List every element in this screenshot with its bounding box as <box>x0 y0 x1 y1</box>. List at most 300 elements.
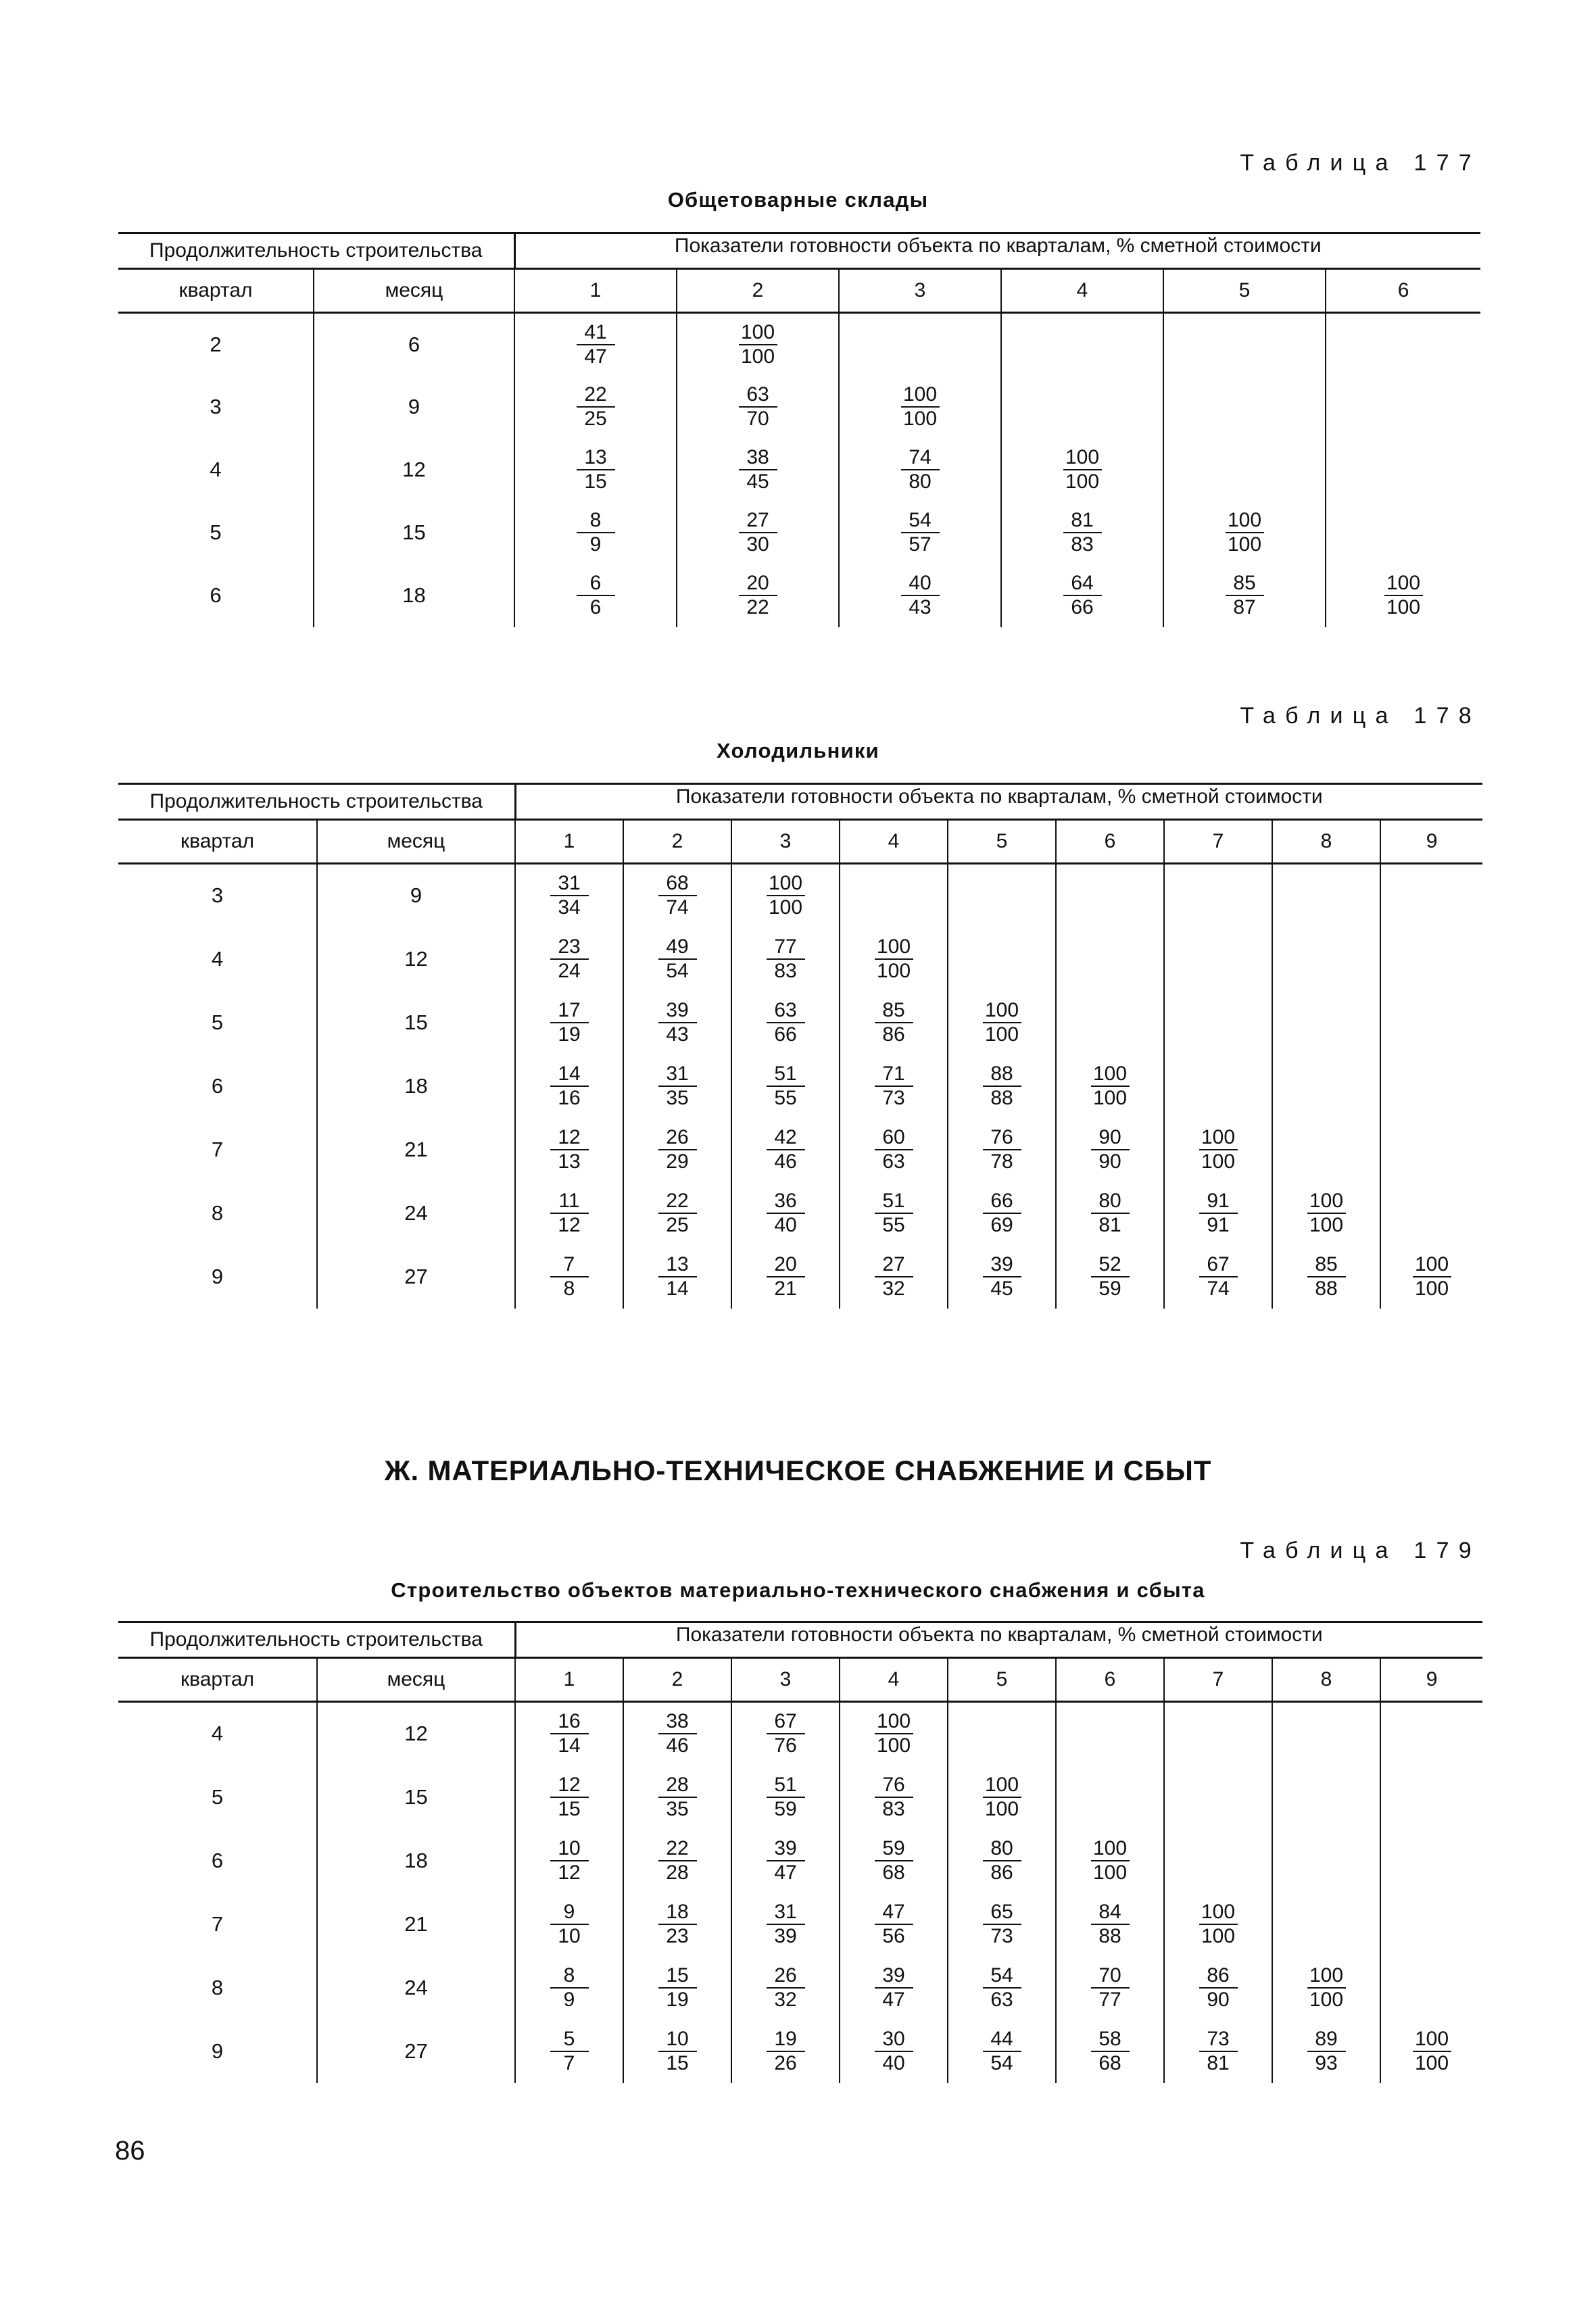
readiness-fraction <box>1199 1901 1238 1948</box>
fraction-numerator: 81 <box>1071 509 1094 531</box>
fraction-numerator: 42 <box>774 1125 797 1148</box>
cell-readiness <box>515 1765 623 1829</box>
fraction-denominator: 90 <box>1098 1150 1121 1173</box>
fraction-numerator: 19 <box>774 2027 797 2050</box>
readiness-fraction <box>767 1901 805 1948</box>
cell-readiness <box>948 1893 1056 1956</box>
cell-readiness <box>514 439 677 502</box>
fraction-denominator: 14 <box>558 1734 581 1757</box>
fraction-numerator: 63 <box>746 383 769 406</box>
fraction-denominator: 77 <box>1098 1988 1121 2011</box>
cell-readiness <box>1164 1702 1272 1765</box>
cell-mesyac: 6 <box>314 313 514 376</box>
cell-readiness <box>840 1893 948 1956</box>
readiness-fraction <box>577 446 615 493</box>
cell-kvartal: 6 <box>211 1848 224 1872</box>
cell-mesyac: 15 <box>314 502 514 564</box>
cell-mesyac: 24 <box>317 1181 515 1245</box>
fraction-numerator: 16 <box>558 1710 581 1733</box>
fraction-denominator: 19 <box>666 1988 689 2011</box>
fraction-denominator: 100 <box>1092 1086 1128 1109</box>
cell-readiness <box>1272 1118 1380 1181</box>
cell-readiness <box>1272 1181 1380 1245</box>
col-header-quarter: 3 <box>731 820 840 864</box>
cell-readiness <box>948 1702 1056 1765</box>
cell-readiness <box>1326 376 1480 439</box>
readiness-fraction <box>875 1126 913 1173</box>
fraction-denominator: 57 <box>909 533 932 556</box>
fraction-numerator: 100 <box>1065 446 1100 468</box>
readiness-fraction <box>1226 572 1264 619</box>
fraction-numerator: 100 <box>1092 1836 1128 1859</box>
fraction-denominator: 100 <box>984 1023 1019 1046</box>
fraction-denominator: 86 <box>990 1861 1013 1884</box>
fraction-numerator: 39 <box>990 1252 1013 1275</box>
readiness-fraction <box>767 872 805 919</box>
fraction-numerator: 8 <box>589 509 602 531</box>
fraction-denominator: 88 <box>990 1086 1013 1109</box>
cell-readiness <box>1272 2020 1380 2083</box>
fraction-denominator: 100 <box>1415 2051 1449 2074</box>
readiness-fraction <box>1091 1063 1130 1110</box>
col-header-quarter: 6 <box>1326 269 1480 313</box>
fraction-denominator: 19 <box>558 1023 581 1046</box>
cell-kvartal: 8 <box>211 1200 224 1225</box>
readiness-fraction <box>983 2028 1021 2075</box>
fraction-numerator: 13 <box>584 446 607 468</box>
fraction-denominator: 100 <box>1201 1924 1236 1947</box>
cell-mesyac: 9 <box>314 376 514 439</box>
cell-mesyac: 12 <box>317 927 515 991</box>
fraction-denominator: 13 <box>558 1150 581 1173</box>
fraction-denominator: 47 <box>774 1861 797 1884</box>
cell-readiness <box>1326 439 1480 502</box>
fraction-denominator: 100 <box>902 408 938 430</box>
fraction-denominator: 15 <box>584 470 607 493</box>
fraction-numerator: 85 <box>1315 1252 1338 1275</box>
readiness-fraction <box>983 1774 1021 1821</box>
fraction-denominator: 43 <box>666 1023 689 1046</box>
table-row <box>118 1956 1482 2020</box>
cell-readiness <box>1164 1893 1272 1956</box>
cell-readiness <box>948 1118 1056 1181</box>
fraction-numerator: 100 <box>1201 1900 1236 1923</box>
fraction-numerator: 74 <box>909 446 932 468</box>
cell-readiness <box>1164 1118 1272 1181</box>
cell-readiness <box>623 1702 731 1765</box>
fraction-denominator: 74 <box>1207 1277 1230 1300</box>
cell-readiness <box>840 1118 948 1181</box>
cell-readiness <box>1163 376 1326 439</box>
cell-mesyac: 27 <box>317 1245 515 1309</box>
col-header-quarter: 6 <box>1056 820 1164 864</box>
cell-readiness <box>623 2020 731 2083</box>
cell-readiness <box>840 1054 948 1118</box>
readiness-fraction <box>1413 1253 1451 1300</box>
fraction-numerator: 100 <box>1309 1964 1344 1987</box>
cell-readiness <box>840 1956 948 2020</box>
cell-mesyac: 21 <box>317 1893 515 1956</box>
fraction-numerator: 100 <box>984 998 1019 1021</box>
cell-readiness <box>1272 1956 1380 2020</box>
fraction-denominator: 25 <box>666 1213 689 1236</box>
fraction-denominator: 55 <box>774 1086 797 1109</box>
fraction-denominator: 15 <box>558 1797 581 1820</box>
cell-readiness <box>731 864 840 927</box>
fraction-denominator: 100 <box>1092 1861 1128 1884</box>
readiness-fraction <box>1226 509 1264 556</box>
readiness-fraction <box>550 1774 589 1821</box>
fraction-denominator: 9 <box>563 1988 575 2011</box>
readiness-fraction <box>875 1901 913 1948</box>
fraction-numerator: 76 <box>882 1773 905 1796</box>
table-row <box>118 991 1482 1054</box>
readiness-fraction <box>658 935 697 983</box>
cell-readiness <box>840 2020 948 2083</box>
cell-readiness <box>623 1181 731 1245</box>
fraction-denominator: 81 <box>1207 2051 1230 2074</box>
fraction-denominator: 68 <box>882 1861 905 1884</box>
col-header-kvartal: квартал <box>118 269 314 313</box>
fraction-numerator: 67 <box>774 1710 797 1733</box>
cell-readiness <box>731 1893 840 1956</box>
cell-readiness <box>731 927 840 991</box>
fraction-denominator: 21 <box>774 1277 797 1300</box>
fraction-numerator: 84 <box>1098 1900 1121 1923</box>
cell-readiness <box>731 1765 840 1829</box>
col-header-quarter: 8 <box>1272 820 1380 864</box>
cell-readiness <box>515 1829 623 1893</box>
fraction-numerator: 22 <box>584 383 607 406</box>
cell-kvartal: 3 <box>211 883 224 908</box>
fraction-numerator: 10 <box>666 2027 689 2050</box>
col-header-quarter: 5 <box>1163 269 1326 313</box>
cell-kvartal: 6 <box>211 1073 224 1098</box>
readiness-fraction <box>983 1964 1021 2012</box>
cell-readiness <box>731 1829 840 1893</box>
fraction-numerator: 10 <box>558 1836 581 1859</box>
col-header-kvartal: квартал <box>118 820 317 864</box>
fraction-numerator: 15 <box>666 1964 689 1987</box>
readiness-fraction <box>1091 1837 1130 1884</box>
readiness-fraction <box>658 1964 697 2012</box>
readiness-fraction <box>1091 1964 1130 2012</box>
readiness-fraction <box>767 2028 805 2075</box>
fraction-denominator: 32 <box>774 1988 797 2011</box>
col-header-quarter: 9 <box>1380 820 1482 864</box>
fraction-denominator: 73 <box>990 1924 1013 1947</box>
cell-readiness <box>1056 1181 1164 1245</box>
readiness-fraction <box>658 2028 697 2075</box>
cell-readiness <box>1056 1956 1164 2020</box>
fraction-denominator: 29 <box>666 1150 689 1173</box>
col-header-quarter: 4 <box>1001 269 1163 313</box>
fraction-denominator: 55 <box>882 1213 905 1236</box>
cell-readiness <box>1056 2020 1164 2083</box>
readiness-fraction <box>1199 1253 1238 1300</box>
readiness-fraction <box>1091 1190 1130 1237</box>
cell-readiness <box>1056 991 1164 1054</box>
readiness-fraction <box>739 572 777 619</box>
cell-readiness <box>840 1702 948 1765</box>
fraction-numerator: 52 <box>1098 1252 1121 1275</box>
table-row <box>118 313 1480 376</box>
cell-readiness <box>839 564 1001 627</box>
fraction-denominator: 16 <box>558 1086 581 1109</box>
fraction-denominator: 100 <box>740 345 775 368</box>
cell-readiness <box>948 864 1056 927</box>
cell-mesyac: 9 <box>317 864 515 927</box>
cell-readiness <box>840 991 948 1054</box>
cell-readiness <box>1163 313 1326 376</box>
cell-readiness <box>1001 313 1163 376</box>
fraction-denominator: 24 <box>558 959 581 982</box>
fraction-denominator: 59 <box>1098 1277 1121 1300</box>
cell-readiness <box>731 2020 840 2083</box>
cell-readiness <box>1163 564 1326 627</box>
cell-readiness <box>623 1054 731 1118</box>
cell-readiness <box>948 927 1056 991</box>
fraction-denominator: 40 <box>774 1213 797 1236</box>
cell-readiness <box>1380 1893 1482 1956</box>
readiness-fraction <box>550 999 589 1046</box>
readiness-fraction <box>1199 1964 1238 2012</box>
readiness-fraction <box>658 1774 697 1821</box>
cell-readiness <box>1272 1893 1380 1956</box>
fraction-numerator: 28 <box>666 1773 689 1796</box>
cell-readiness <box>677 502 839 564</box>
fraction-denominator: 93 <box>1315 2051 1338 2074</box>
cell-readiness <box>1380 1956 1482 2020</box>
cell-kvartal: 3 <box>210 395 222 418</box>
cell-readiness <box>840 1829 948 1893</box>
cell-readiness <box>1001 564 1163 627</box>
table-row <box>118 564 1480 627</box>
cell-mesyac: 18 <box>314 564 514 627</box>
col-header-quarter: 4 <box>840 820 948 864</box>
fraction-numerator: 100 <box>1309 1189 1344 1212</box>
cell-kvartal: 7 <box>211 1911 224 1936</box>
fraction-denominator: 12 <box>558 1213 581 1236</box>
fraction-denominator: 88 <box>1098 1924 1121 1947</box>
readiness-fraction <box>767 1063 805 1110</box>
cell-readiness <box>515 1893 623 1956</box>
fraction-numerator: 8 <box>563 1964 575 1987</box>
readiness-fraction <box>767 1837 805 1884</box>
col-header-quarter: 1 <box>514 269 677 313</box>
cell-readiness <box>1380 864 1482 927</box>
cell-readiness <box>1164 1765 1272 1829</box>
readiness-fraction <box>875 1710 913 1757</box>
col-header-mesyac: месяц <box>317 1658 515 1702</box>
fraction-numerator: 38 <box>666 1710 689 1733</box>
readiness-fraction <box>1307 2028 1346 2075</box>
cell-kvartal: 9 <box>211 1264 224 1288</box>
fraction-numerator: 100 <box>876 1710 911 1733</box>
fraction-denominator: 14 <box>666 1277 689 1300</box>
fraction-denominator: 47 <box>882 1988 905 2011</box>
readiness-fraction <box>577 509 615 556</box>
cell-readiness <box>1164 927 1272 991</box>
readiness-fraction <box>550 2028 589 2075</box>
cell-readiness <box>1164 1956 1272 2020</box>
fraction-numerator: 18 <box>666 1900 689 1923</box>
col-header-quarter: 8 <box>1272 1658 1380 1702</box>
cell-readiness <box>515 991 623 1054</box>
fraction-numerator: 100 <box>1415 2027 1449 2050</box>
cell-readiness <box>1056 1765 1164 1829</box>
cell-readiness <box>623 1765 731 1829</box>
cell-readiness <box>1380 991 1482 1054</box>
fraction-numerator: 100 <box>768 872 803 895</box>
fraction-numerator: 12 <box>558 1773 581 1796</box>
cell-readiness <box>677 564 839 627</box>
table-row <box>118 1118 1482 1181</box>
fraction-numerator: 27 <box>746 509 769 531</box>
cell-readiness <box>948 1956 1056 2020</box>
readiness-fraction <box>983 999 1021 1046</box>
fraction-numerator: 9 <box>563 1900 575 1923</box>
readiness-fraction <box>658 1837 697 1884</box>
fraction-numerator: 20 <box>774 1252 797 1275</box>
fraction-numerator: 100 <box>1201 1125 1236 1148</box>
col-header-mesyac: месяц <box>317 820 515 864</box>
fraction-numerator: 30 <box>882 2027 905 2050</box>
cell-readiness <box>1001 376 1163 439</box>
cell-readiness <box>731 1956 840 2020</box>
cell-readiness <box>623 1893 731 1956</box>
cell-readiness <box>948 1245 1056 1309</box>
cell-readiness <box>1272 1829 1380 1893</box>
fraction-numerator: 22 <box>666 1836 689 1859</box>
cell-readiness <box>839 376 1001 439</box>
fraction-denominator: 59 <box>774 1797 797 1820</box>
fraction-numerator: 59 <box>882 1836 905 1859</box>
cell-readiness <box>840 1765 948 1829</box>
fraction-numerator: 13 <box>666 1252 689 1275</box>
fraction-numerator: 31 <box>558 872 581 895</box>
fraction-numerator: 77 <box>774 935 797 958</box>
readiness-fraction <box>767 1253 805 1300</box>
readiness-fraction <box>875 2028 913 2075</box>
col-header-quarter: 2 <box>677 269 839 313</box>
readiness-fraction <box>875 1774 913 1821</box>
fraction-denominator: 28 <box>666 1861 689 1884</box>
cell-readiness <box>1272 864 1380 927</box>
readiness-fraction <box>767 1774 805 1821</box>
cell-readiness <box>1272 991 1380 1054</box>
fraction-denominator: 35 <box>666 1797 689 1820</box>
cell-kvartal: 9 <box>211 2039 224 2063</box>
readiness-fraction <box>550 1710 589 1757</box>
readiness-fraction <box>983 1901 1021 1948</box>
col-header-kvartal: квартал <box>118 1658 317 1702</box>
fraction-numerator: 70 <box>1098 1964 1121 1987</box>
fraction-denominator: 80 <box>909 470 932 493</box>
cell-mesyac: 24 <box>317 1956 515 2020</box>
readiness-fraction <box>658 1901 697 1948</box>
table-title-179: Строительство объектов материально-технического снабжения и сбыта <box>391 1578 1205 1602</box>
fraction-denominator: 6 <box>589 596 602 618</box>
fraction-denominator: 63 <box>882 1150 905 1173</box>
fraction-denominator: 81 <box>1098 1213 1121 1236</box>
col-header-quarter: 1 <box>515 820 623 864</box>
fraction-numerator: 100 <box>984 1773 1019 1796</box>
readiness-fraction <box>550 935 589 983</box>
cell-mesyac: 15 <box>317 991 515 1054</box>
cell-readiness <box>948 1181 1056 1245</box>
cell-mesyac: 18 <box>317 1054 515 1118</box>
fraction-numerator: 54 <box>990 1964 1013 1987</box>
fraction-numerator: 11 <box>558 1189 580 1212</box>
fraction-denominator: 88 <box>1315 1277 1338 1300</box>
table-row <box>118 1054 1482 1118</box>
fraction-denominator: 100 <box>1309 1988 1344 2011</box>
readiness-fraction <box>875 935 913 983</box>
cell-readiness <box>1380 1829 1482 1893</box>
cell-kvartal: 5 <box>211 1784 224 1809</box>
cell-mesyac: 27 <box>317 2020 515 2083</box>
cell-readiness <box>1380 1702 1482 1765</box>
cell-kvartal: 7 <box>211 1137 224 1161</box>
fraction-numerator: 23 <box>558 935 581 958</box>
readiness-fraction <box>983 1253 1021 1300</box>
col-header-quarter: 3 <box>731 1658 840 1702</box>
fraction-numerator: 31 <box>666 1062 689 1085</box>
cell-readiness <box>1163 439 1326 502</box>
table-row <box>118 1702 1482 1765</box>
readiness-fraction <box>1307 1253 1346 1300</box>
fraction-denominator: 40 <box>882 2051 905 2074</box>
table-row <box>118 1893 1482 1956</box>
fraction-denominator: 87 <box>1233 596 1256 618</box>
fraction-numerator: 17 <box>558 998 581 1021</box>
fraction-denominator: 76 <box>774 1734 797 1757</box>
readiness-fraction <box>658 999 697 1046</box>
fraction-denominator: 25 <box>584 408 607 430</box>
table-row <box>118 927 1482 991</box>
cell-readiness <box>840 1181 948 1245</box>
cell-readiness <box>839 502 1001 564</box>
cell-readiness <box>1164 1054 1272 1118</box>
fraction-numerator: 51 <box>882 1189 905 1212</box>
table-caption-179: Таблица 179 <box>1240 1538 1481 1563</box>
readiness-fraction <box>767 999 805 1046</box>
duration-header: Продолжительность строительства <box>118 1622 515 1658</box>
cell-kvartal: 4 <box>211 1722 224 1746</box>
fraction-denominator: 10 <box>558 1924 581 1947</box>
fraction-denominator: 100 <box>1227 533 1262 556</box>
cell-readiness <box>1056 1893 1164 1956</box>
table-title-177: Общетоварные склады <box>667 188 929 212</box>
fraction-numerator: 27 <box>882 1252 905 1275</box>
fraction-denominator: 54 <box>666 959 689 982</box>
fraction-denominator: 100 <box>1201 1150 1236 1173</box>
fraction-numerator: 88 <box>990 1062 1013 1085</box>
fraction-numerator: 89 <box>1315 2027 1338 2050</box>
fraction-denominator: 100 <box>876 959 911 982</box>
cell-readiness <box>1001 439 1163 502</box>
cell-readiness <box>731 1245 840 1309</box>
readiness-fraction <box>875 1063 913 1110</box>
cell-readiness <box>1056 927 1164 991</box>
table-caption-178: Таблица 178 <box>1240 703 1481 729</box>
fraction-denominator: 100 <box>768 896 803 919</box>
cell-readiness <box>1001 502 1163 564</box>
fraction-numerator: 90 <box>1098 1125 1121 1148</box>
cell-readiness <box>515 1118 623 1181</box>
cell-readiness <box>1272 1245 1380 1309</box>
